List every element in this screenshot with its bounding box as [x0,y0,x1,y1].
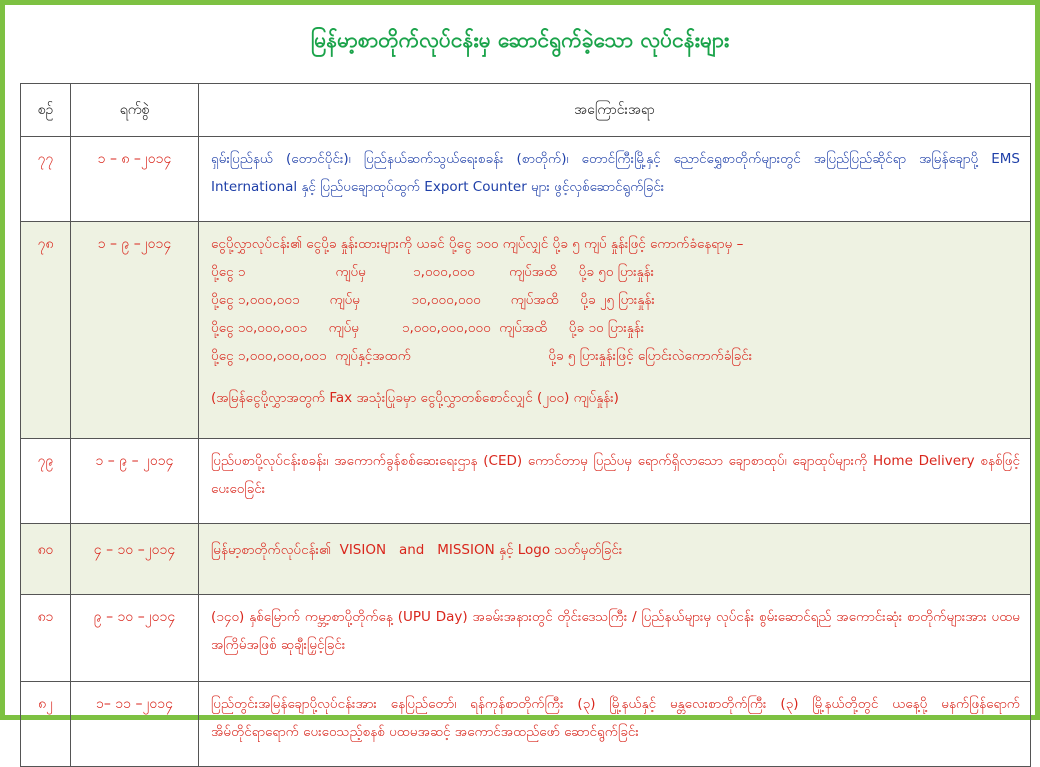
rate-line: ပို့ငွေ ၁ ကျပ်မှ ၁,၀၀၀,၀၀၀ ကျပ်အထိ ပို့ခ ၅၀ ပြားနှုန်း [211,264,655,280]
row-date: ၁ – ၈ –၂၀၁၄ [71,137,199,222]
row-no: ၇၈ [21,222,71,439]
rate-line: ပို့ငွေ ၁၀,၀၀၀,၀၀၁ ကျပ်မှ ၁,၀၀၀,၀၀၀,၀၀၀ ကျပ်အထိ ပို့ခ ၁၀ ပြားနှုန်း [211,320,645,336]
table-row [21,137,1031,222]
page-title: မြန်မာ့စာတိုက်လုပ်ငန်းမှ ဆောင်ရွက်ခဲ့သော လုပ်ငန်းများ [310,28,730,52]
row-detail: ပြည်ပစာပို့လုပ်ငန်းစခန်း၊ အကောက်ခွန်စစ်ဆေးရေးဌာန (CED) ကောင်တာမှ ပြည်ပမှ ရောက်ရှိလာသော ချောစာထုပ်၊ ချောထုပ်များကို Home Delivery စနစ်ဖြင့် ပေးဝေခြင်း [199,439,1031,524]
table-row [21,439,1031,524]
fax-note: (အမြန်ငွေပို့လွှာအတွက် Fax အသုံးပြုခမှာ ငွေပို့လွှာတစ်စောင်လျှင် (၂၀၀) ကျပ်နှုန်း) [211,390,619,406]
rate-line: ပို့ငွေ ၁,၀၀၀,၀၀၁ ကျပ်မှ ၁၀,၀၀၀,၀၀၀ ကျပ်အထိ ပို့ခ ၂၅ ပြားနှုန်း [211,292,655,308]
row-detail: မြန်မာ့စာတိုက်လုပ်ငန်း၏ VISION and MISSION နှင့် Logo သတ်မှတ်ခြင်း [199,524,1031,595]
rate-intro: ငွေပို့လွှာလုပ်ငန်း၏ ငွေပို့ခ နှုန်းထားများကို ယခင် ပို့ငွေ ၁၀၀ ကျပ်လျှင် ပို့ခ ၅ ကျပ် နှုန်းဖြင့် ကောက်ခံနေရာမှ – [211,236,744,252]
row-no: ၈၀ [21,524,71,595]
row-detail: (၁၄၀) နှစ်မြောက် ကမ္ဘာ့စာပို့တိုက်နေ့ (UPU Day) အခမ်းအနားတွင် တိုင်းဒေသကြီး / ပြည်နယ်များမှ လုပ်ငန်း စွမ်းဆောင်ရည် အကောင်းဆုံး စာတိုက်များအား ပထမအကြိမ်အဖြစ် ဆုချီးမြှင့်ခြင်း [199,595,1031,682]
header-date: ရက်စွဲ [71,84,199,137]
rate-line: ပို့ငွေ ၁,၀၀၀,၀၀၀,၀၀၁ ကျပ်နှင့်အထက် ပို့ခ ၅ ပြားနှုန်းဖြင့် ပြောင်းလဲကောက်ခံခြင်း [211,348,753,364]
header-detail: အကြောင်းအရာ [199,84,1031,137]
spacer [211,370,1020,384]
table-header-row [21,84,1031,137]
table-row [21,524,1031,595]
row-no: ၇၉ [21,439,71,524]
row-detail [199,222,1031,439]
table-row [21,682,1031,767]
row-date: ၁– ၁၁ –၂၀၁၄ [71,682,199,767]
row-detail: ရှမ်းပြည်နယ် (တောင်ပိုင်း)၊ ပြည်နယ်ဆက်သွယ်ရေးစခန်း (စာတိုက်)၊ တောင်ကြီးမြို့နှင့် ညောင်ရွှေစာတိုက်များတွင် အပြည်ပြည်ဆိုင်ရာ အမြန်ချောပို့ EMS International နှင့် ပြည်ပချောထုပ်ထွက် Export Counter များ ဖွင့်လှစ်ဆောင်ရွက်ခြင်း [199,137,1031,222]
row-no: ၈၁ [21,595,71,682]
activities-table [20,83,1031,767]
row-date: ၁ – ၉ –၂၀၁၄ [71,222,199,439]
table-row [21,222,1031,439]
row-no: ၇၇ [21,137,71,222]
row-date: ၁ – ၉ – ၂၀၁၄ [71,439,199,524]
row-detail: ပြည်တွင်းအမြန်ချောပို့လုပ်ငန်းအား နေပြည်တော်၊ ရန်ကုန်စာတိုက်ကြီး (၃) မြို့နယ်နှင့် မန္တလေးစာတိုက်ကြီး (၃) မြို့နယ်တို့တွင် ယနေ့ပို့ မနက်ဖြန်ရောက် အိမ်တိုင်ရာရောက် ပေးဝေသည့်စနစ် ပထမအဆင့် အကောင်အထည်ဖော် ဆောင်ရွက်ခြင်း [199,682,1031,767]
header-no: စဉ် [21,84,71,137]
row-date: ၄ – ၁၀ –၂၀၁၄ [71,524,199,595]
row-date: ၉ – ၁၀ –၂၀၁၄ [71,595,199,682]
table-row [21,595,1031,682]
row-no: ၈၂ [21,682,71,767]
